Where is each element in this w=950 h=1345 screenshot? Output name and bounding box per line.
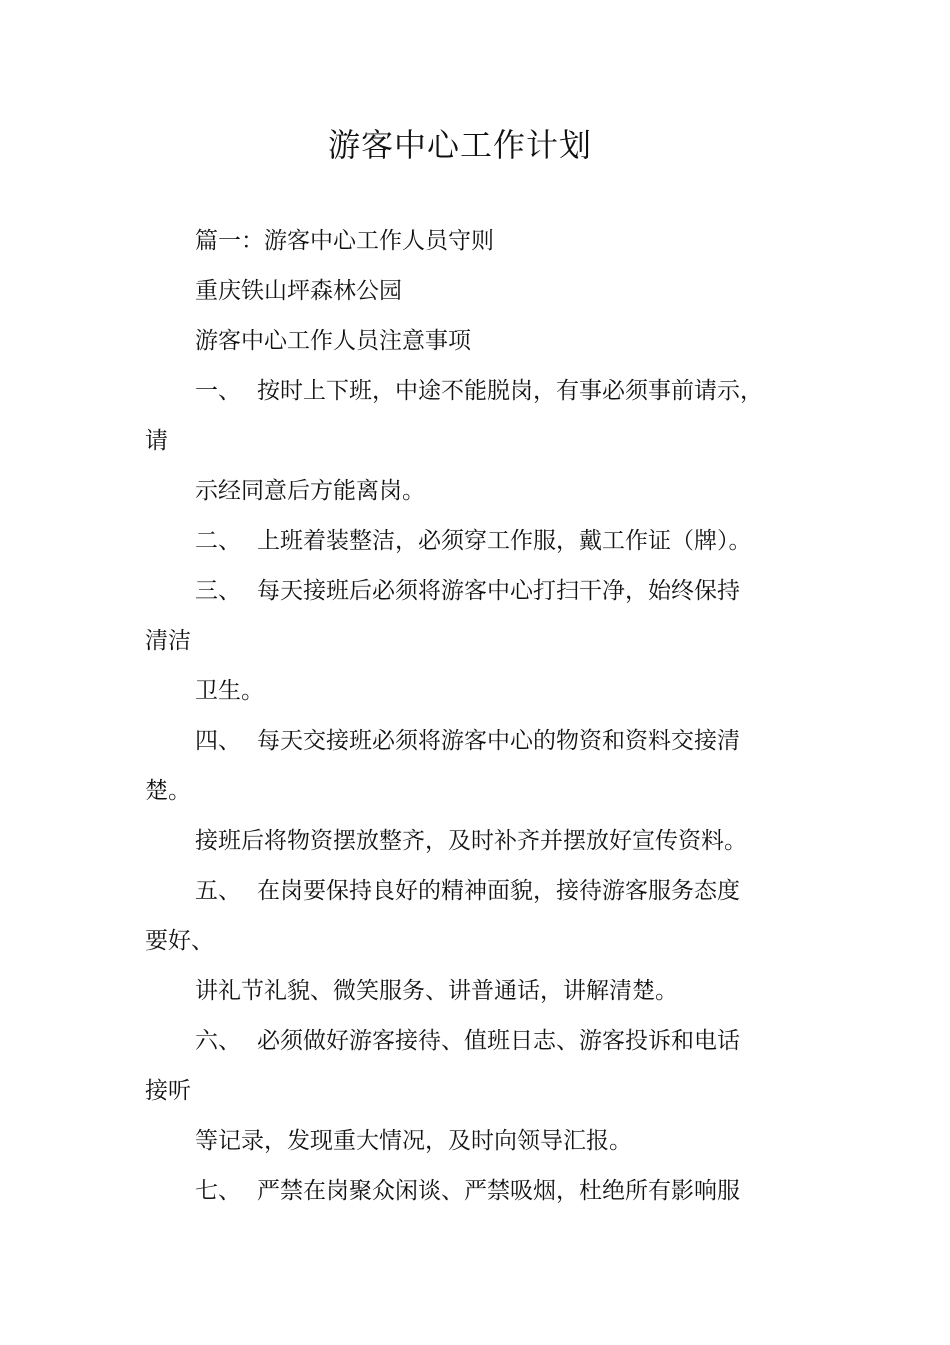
document-title: 游客中心工作计划 — [327, 126, 592, 164]
subsection-heading — [195, 326, 471, 356]
rule-item-5 — [195, 876, 740, 906]
line-text: 讲礼节礼貌、微笑服务、讲普通话，讲解清楚。 — [195, 978, 678, 1004]
line-text: 重庆铁山坪森林公园 — [195, 278, 402, 304]
rule-item-7 — [195, 1176, 740, 1206]
rule-item-3-continued — [195, 676, 264, 706]
rule-number: 六、 — [195, 1028, 241, 1054]
line-text: 严禁在岗聚众闲谈、严禁吸烟，杜绝所有影响服 — [257, 1178, 740, 1204]
rule-item-6-wrap — [145, 1076, 191, 1106]
rule-number: 二、 — [195, 528, 241, 554]
rule-item-1-wrap — [145, 426, 168, 456]
line-text: 楚。 — [145, 778, 191, 804]
line-text: 清洁 — [145, 628, 191, 654]
rule-number: 三、 — [195, 578, 241, 604]
line-text: 接听 — [145, 1078, 191, 1104]
rule-number: 七、 — [195, 1178, 241, 1204]
line-text: 必须做好游客接待、值班日志、游客投诉和电话 — [257, 1028, 740, 1054]
rule-item-3-wrap — [145, 626, 191, 656]
rule-number: 四、 — [195, 728, 241, 754]
rule-number: 一、 — [195, 378, 241, 404]
rule-number: 五、 — [195, 878, 241, 904]
rule-item-1-continued — [195, 476, 425, 506]
rule-item-6 — [195, 1026, 740, 1056]
line-text: 要好、 — [145, 928, 214, 954]
line-text: 按时上下班，中途不能脱岗，有事必须事前请示， — [257, 378, 763, 404]
line-text: 游客中心工作人员注意事项 — [195, 328, 471, 354]
line-text: 接班后将物资摆放整齐，及时补齐并摆放好宣传资料。 — [195, 828, 747, 854]
line-text: 等记录，发现重大情况，及时向领导汇报。 — [195, 1128, 632, 1154]
line-text: 卫生。 — [195, 678, 264, 704]
line-text: 在岗要保持良好的精神面貌，接待游客服务态度 — [257, 878, 740, 904]
line-text: 篇一：游客中心工作人员守则 — [195, 228, 494, 254]
rule-item-5-continued — [195, 976, 678, 1006]
rule-item-5-wrap — [145, 926, 214, 956]
section-heading — [195, 226, 494, 256]
rule-item-4 — [195, 726, 740, 756]
rule-item-6-continued — [195, 1126, 632, 1156]
line-text: 示经同意后方能离岗。 — [195, 478, 425, 504]
line-text: 每天接班后必须将游客中心打扫干净，始终保持 — [257, 578, 740, 604]
rule-item-4-continued — [195, 826, 747, 856]
rule-item-1 — [195, 376, 763, 406]
organization-name — [195, 276, 402, 306]
line-text: 每天交接班必须将游客中心的物资和资料交接清 — [257, 728, 740, 754]
line-text: 请 — [145, 428, 168, 454]
rule-item-4-wrap — [145, 776, 191, 806]
line-text: 上班着装整洁，必须穿工作服，戴工作证（牌）。 — [257, 528, 752, 554]
rule-item-2 — [195, 526, 752, 556]
rule-item-3 — [195, 576, 740, 606]
